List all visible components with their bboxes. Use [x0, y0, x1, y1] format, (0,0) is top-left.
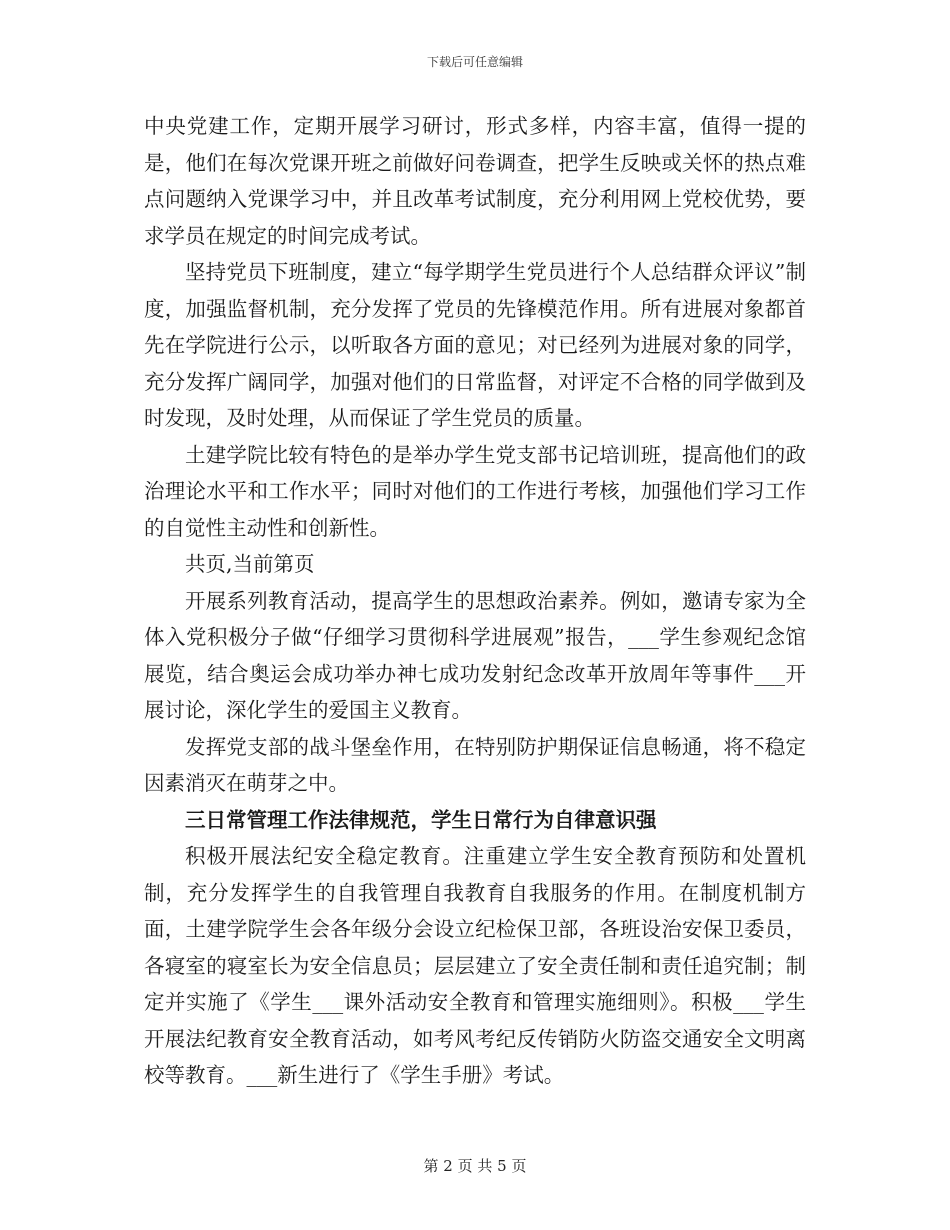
- paragraph-page-marker: 共页,当前第页: [185, 552, 315, 576]
- document-body: [144, 108, 806, 1094]
- paragraph-secretary-training: 土建学院比较有特色的是举办学生党支部书记培训班，提高他们的政治理论水平和工作水平；同时对他们的工作进行考核，加强他们学习工作的自觉性主动性和创新性。: [144, 442, 806, 540]
- paragraph-party-building-cont: 中央党建工作，定期开展学习研讨，形式多样，内容丰富，值得一提的是，他们在每次党课开班之前做好问卷调查，把学生反映或关怀的热点难点问题纳入党课学习中，并且改革考试制度，充分利用网上党校优势，要求学员在规定的时间完成考试。: [144, 114, 806, 248]
- paragraph-safety-education: 积极开展法纪安全稳定教育。注重建立学生安全教育预防和处置机制，充分发挥学生的自我管理自我教育自我服务的作用。在制度机制方面，土建学院学生会各年级分会设立纪检保卫部，各班设治安保卫委员，各寝室的寝室长为安全信息员；层层建立了安全责任制和责任追究制；制定并实施了《学生___课外活动安全教育和管理实施细则》。积极___学生开展法纪教育安全教育活动，如考风考纪反传销防火防盗交通安全文明离校等教育。___新生进行了《学生手册》考试。: [144, 844, 806, 1087]
- section-heading: 三日常管理工作法律规范，学生日常行为自律意识强: [185, 807, 657, 832]
- page-header: 下载后可任意编辑: [426, 55, 523, 69]
- paragraph-member-system: 坚持党员下班制度，建立“每学期学生党员进行个人总结群众评议”制度，加强监督机制，充分发挥了党员的先锋模范作用。所有进展对象都首先在学院进行公示，以听取各方面的意见；对已经列为进展对象的同学，充分发挥广阔同学，加强对他们的日常监督，对评定不合格的同学做到及时发现，及时处理，从而保证了学生党员的质量。: [144, 260, 806, 430]
- paragraph-education-activities: 开展系列教育活动，提高学生的思想政治素养。例如，邀请专家为全体入党积极分子做“仔细学习贯彻科学进展观”报告，___学生参观纪念馆展览，结合奥运会成功举办神七成功发射纪念改革开放周年等事件___开展讨论，深化学生的爱国主义教育。: [144, 588, 806, 722]
- paragraph-party-branch-role: 发挥党支部的战斗堡垒作用，在特别防护期保证信息畅通，将不稳定因素消灭在萌芽之中。: [144, 734, 806, 795]
- page-footer: 第 2 页 共 5 页: [423, 1157, 527, 1175]
